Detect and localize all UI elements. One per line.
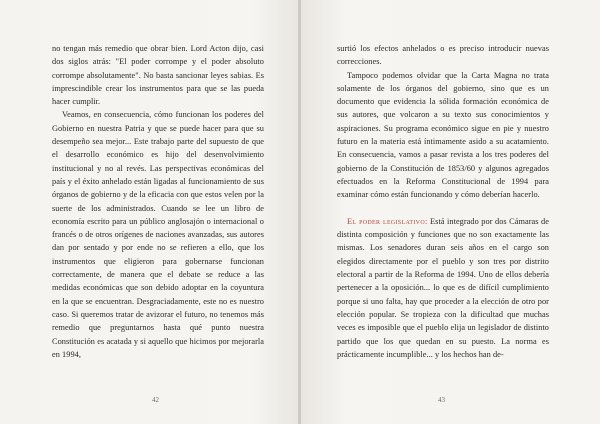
paragraph: Tampoco podemos olvidar que la Carta Magna no trata solamente de los órganos del gobierno, sino que es un documento que evidencia la sólida formación económica de sus autores, que volcaron a su texto sus conocimientos y aspiraciones. Su programa económico sigue en pie y nuestro futuro en la materia está íntimamente asido a su acatamiento. En consecuencia, vamos a pasar revista a los tres poderes del gobierno de la Constitución de 1853/60 y algunos agregados efectuados en la Reforma Constitucional de 1994 para examinar cómo están funcionando y cómo deberían hacerlo. (337, 70, 549, 200)
section-paragraph (337, 215, 549, 361)
page-number: 42 (152, 396, 159, 404)
right-page-text (337, 42, 549, 361)
paragraph: no tengan más remedio que obrar bien. Lord Acton dijo, casi dos siglos atrás: "El poder corrompe y el poder absoluto corrompe absolutamente". No basta sancionar leyes sabias. Es imprescindible crear los instrumentos para que se las pueda hacer cumplir. (52, 44, 264, 107)
left-page-text (52, 42, 264, 361)
paragraph: surtió los efectos anhelados o es preciso introducir nuevas correcciones. (337, 44, 549, 67)
left-page (0, 0, 299, 424)
paragraph: Veamos, en consecuencia, cómo funcionan los poderes del Gobierno en nuestra Patria y que se puede hacer para que su desempeño sea mejor... Este trabajo parte del supuesto de que el desarrollo económico es hijo del desenvolvimiento institucional y no al revés. Las perspectivas económicas del país y el éxito anhelado están ligadas al funcionamiento de sus órganos de gobierno y de la eficacia con que estos velen por la suerte de los administrados. Cuando se lee un libro de economía escrito para un público anglosajón o internacional o francés o de otros orígenes de naciones avanzadas, sus autores dan por sentado y por ende no se refieren a ello, que los instrumentos que eligieron para gobernarse funcionan correctamente, de manera que el debate se reduce a las medidas económicas que son debido adoptar en la coyuntura en la que se encuentran. Desgraciadamente, este no es nuestro caso. Si queremos tratar de avizorar el futuro, no tenemos más remedio que preguntarnos hasta qué punto nuestra Constitución es acatada y si aquello que hicimos por mejorarla en 1994, (52, 110, 264, 359)
section-text: Está integrado por dos Cámaras de distinta composición y funciones que no son exactamente las mismas. Los senadores duran seis años en el cargo son elegidos directamente por el pueblo y son tres por distrito electoral a partir de la Reforma de 1994. Uno de ellos debería pertenecer a la oposición... lo que es de difícil cumplimiento porque si uno falta, hay que proceder a la elección de otro por elección popular. Se tropieza con la dificultad que muchas veces es imposible que el pueblo elija un legislador de distinto partido que los que quedan en su puesto. La norma es prácticamente incumplible... y los hechos han de- (337, 216, 549, 359)
page-number: 43 (438, 396, 445, 404)
right-page (301, 0, 600, 424)
section-heading: El poder legislativo: (347, 216, 428, 226)
